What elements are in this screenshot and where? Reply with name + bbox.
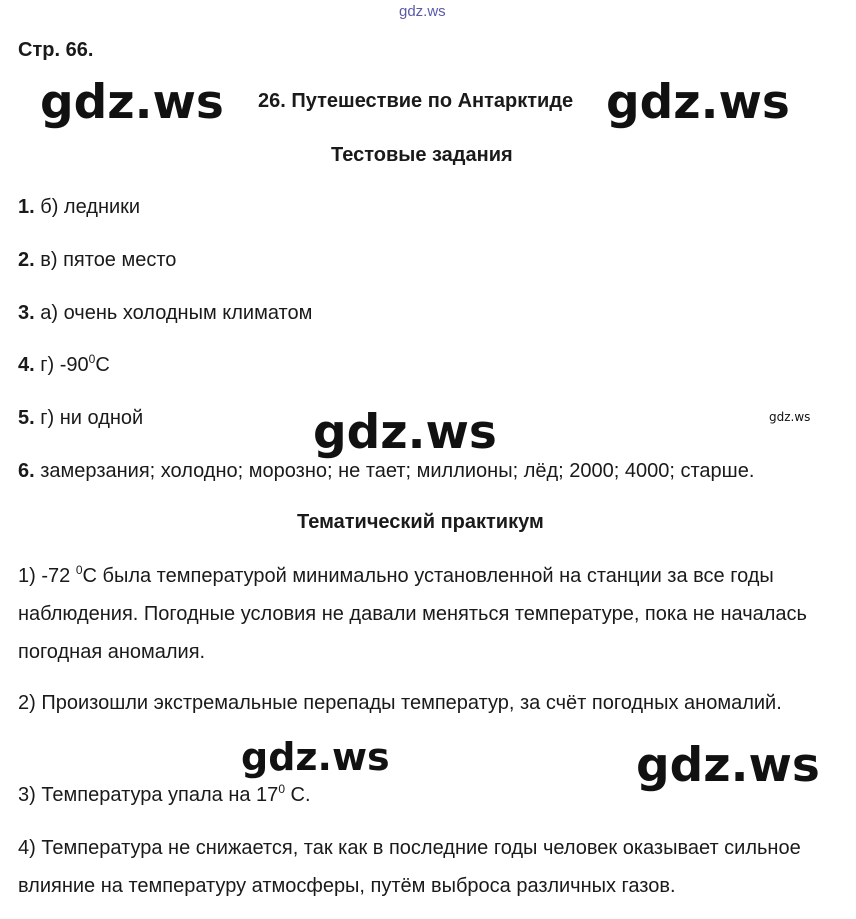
watermark: gdz.ws xyxy=(606,75,790,130)
answer-text: г) -90 xyxy=(40,354,89,376)
practicum-section-title: Тематический практикум xyxy=(297,511,544,533)
answer-text: б) ледники xyxy=(40,196,141,218)
watermark: gdz.ws xyxy=(40,75,224,130)
answer-item xyxy=(18,302,312,325)
answer-item xyxy=(18,196,140,219)
page-title: 26. Путешествие по Антарктиде xyxy=(258,90,574,112)
practicum-paragraph xyxy=(18,684,848,722)
watermark: gdz.ws xyxy=(313,405,497,460)
paragraph-text: 1) -72 xyxy=(18,565,76,587)
answer-text: г) ни одной xyxy=(40,407,144,429)
test-section-title: Тестовые задания xyxy=(331,144,513,166)
answer-number: 5. xyxy=(18,407,35,429)
answer-item xyxy=(18,460,754,483)
answer-number: 1. xyxy=(18,196,35,218)
degree-superscript: 0 xyxy=(88,352,96,366)
top-watermark: gdz.ws xyxy=(399,3,446,20)
paragraph-text: С была температурой минимально установленной на станции за все годы наблюдения. Погодные условия не давали меняться температуре, пока не началась погодная аномалия. xyxy=(18,565,807,663)
paragraph-text: С. xyxy=(285,784,311,806)
paragraph-text: 2) Произошли экстремальные перепады температур, за счёт погодных аномалий. xyxy=(18,692,782,714)
answer-text: в) пятое место xyxy=(40,249,177,271)
answer-item xyxy=(18,407,143,430)
watermark: gdz.ws xyxy=(636,738,820,793)
practicum-paragraph xyxy=(18,829,848,905)
answer-number: 3. xyxy=(18,302,35,324)
paragraph-text: 3) Температура упала на 17 xyxy=(18,784,279,806)
answer-text: замерзания; холодно; морозно; не тает; миллионы; лёд; 2000; 4000; старше. xyxy=(40,460,755,482)
answer-item xyxy=(18,354,110,377)
answer-number: 2. xyxy=(18,249,35,271)
paragraph-text: 4) Температура не снижается, так как в последние годы человек оказывает сильное влияние на температуру атмосферы, путём выброса различных газов. xyxy=(18,837,801,897)
practicum-paragraph xyxy=(18,557,848,671)
page-number: Стр. 66. xyxy=(18,39,94,61)
answer-number: 4. xyxy=(18,354,35,376)
answer-item xyxy=(18,249,176,272)
answer-number: 6. xyxy=(18,460,35,482)
watermark: gdz.ws xyxy=(241,735,390,779)
answer-suffix: С xyxy=(95,354,110,376)
degree-superscript: 0 xyxy=(75,563,83,577)
watermark-small: gdz.ws xyxy=(769,410,811,424)
degree-superscript: 0 xyxy=(278,782,285,796)
answer-text: а) очень холодным климатом xyxy=(40,302,313,324)
